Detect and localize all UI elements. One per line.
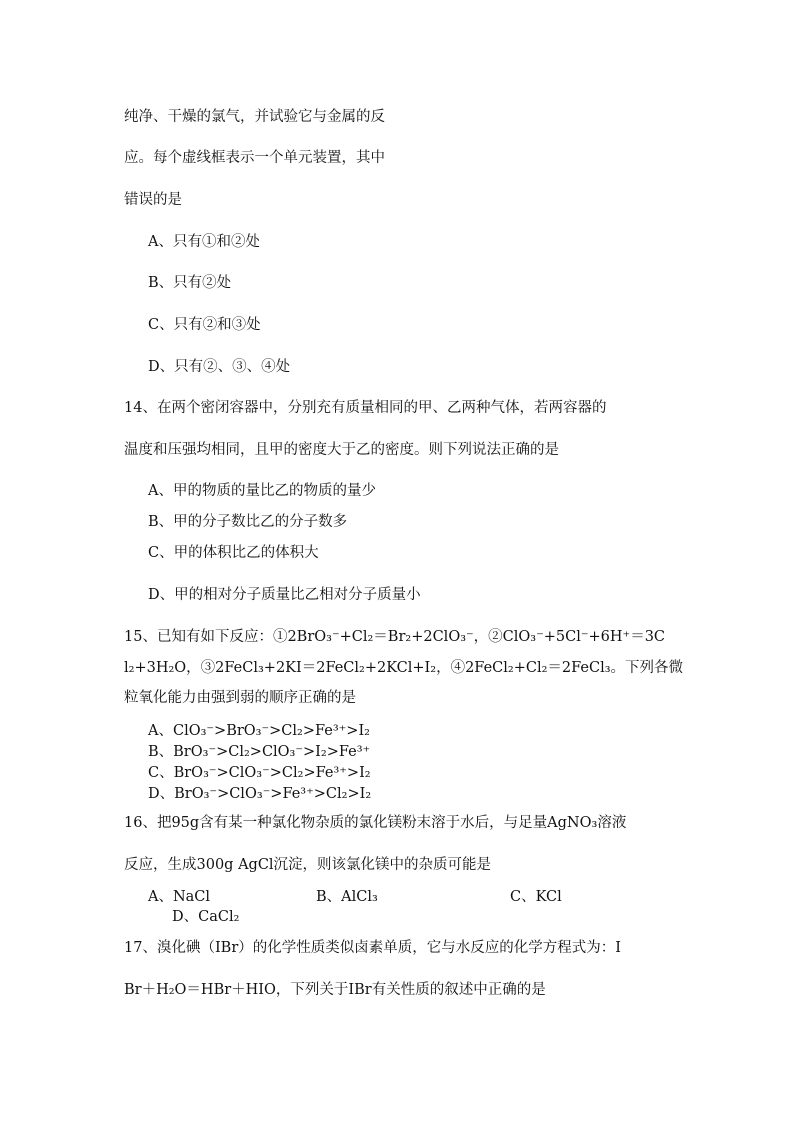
- q16-option-d: D、CaCl₂: [172, 909, 240, 925]
- q15-option-c: C、BrO₃⁻>ClO₃⁻>Cl₂>Fe³⁺>I₂: [148, 765, 371, 781]
- q15-stem-line-3: 粒氧化能力由强到弱的顺序正确的是: [124, 690, 356, 706]
- q15-stem-line-1: 15、已知有如下反应：①2BrO₃⁻+Cl₂＝Br₂+2ClO₃⁻，②ClO₃⁻+5Cl⁻+6H⁺＝3C: [124, 629, 666, 645]
- q14-option-a: A、甲的物质的量比乙的物质的量少: [148, 483, 376, 499]
- q15-option-d: D、BrO₃⁻>ClO₃⁻>Fe³⁺>Cl₂>I₂: [148, 786, 372, 802]
- q15-stem-line-2: l₂+3H₂O，③2FeCl₃+2KI＝2FeCl₂+2KCl+I₂，④2FeCl₂+Cl₂＝2FeCl₃。下列各微: [124, 660, 684, 676]
- q13-option-c: C、只有②和③处: [148, 317, 261, 333]
- q13-option-d: D、只有②、③、④处: [148, 359, 291, 375]
- q17-stem-line-2: Br＋H₂O＝HBr＋HIO，下列关于IBr有关性质的叙述中正确的是: [124, 982, 546, 998]
- q14-option-b: B、甲的分子数比乙的分子数多: [148, 514, 348, 530]
- q16-option-c: C、KCl: [510, 889, 562, 905]
- q15-option-b: B、BrO₃⁻>Cl₂>ClO₃⁻>I₂>Fe³⁺: [148, 744, 371, 760]
- q15-option-a: A、ClO₃⁻>BrO₃⁻>Cl₂>Fe³⁺>I₂: [148, 723, 370, 739]
- q13-stem-line-1: 纯净、干燥的氯气，并试验它与金属的反: [124, 109, 385, 125]
- q16-stem-line-2: 反应，生成300g AgCl沉淀，则该氯化镁中的杂质可能是: [124, 857, 492, 873]
- q13-stem-line-3: 错误的是: [124, 192, 182, 208]
- q13-stem-line-2: 应。每个虚线框表示一个单元装置，其中: [124, 150, 385, 166]
- q16-option-b: B、AlCl₃: [316, 889, 378, 905]
- q17-stem-line-1: 17、溴化碘（IBr）的化学性质类似卤素单质，它与水反应的化学方程式为：I: [124, 940, 621, 956]
- q13-option-a: A、只有①和②处: [148, 234, 260, 250]
- q13-option-b: B、只有②处: [148, 275, 232, 291]
- q14-stem-line-1: 14、在两个密闭容器中，分别充有质量相同的甲、乙两种气体，若两容器的: [124, 400, 607, 416]
- q16-stem-line-1: 16、把95g含有某一种氯化物杂质的氯化镁粉末溶于水后，与足量AgNO₃溶液: [124, 815, 627, 831]
- q14-option-c: C、甲的体积比乙的体积大: [148, 545, 319, 561]
- q14-stem-line-2: 温度和压强均相同，且甲的密度大于乙的密度。则下列说法正确的是: [124, 442, 559, 458]
- q14-option-d: D、甲的相对分子质量比乙相对分子质量小: [148, 587, 421, 603]
- q16-option-a: A、NaCl: [148, 889, 211, 905]
